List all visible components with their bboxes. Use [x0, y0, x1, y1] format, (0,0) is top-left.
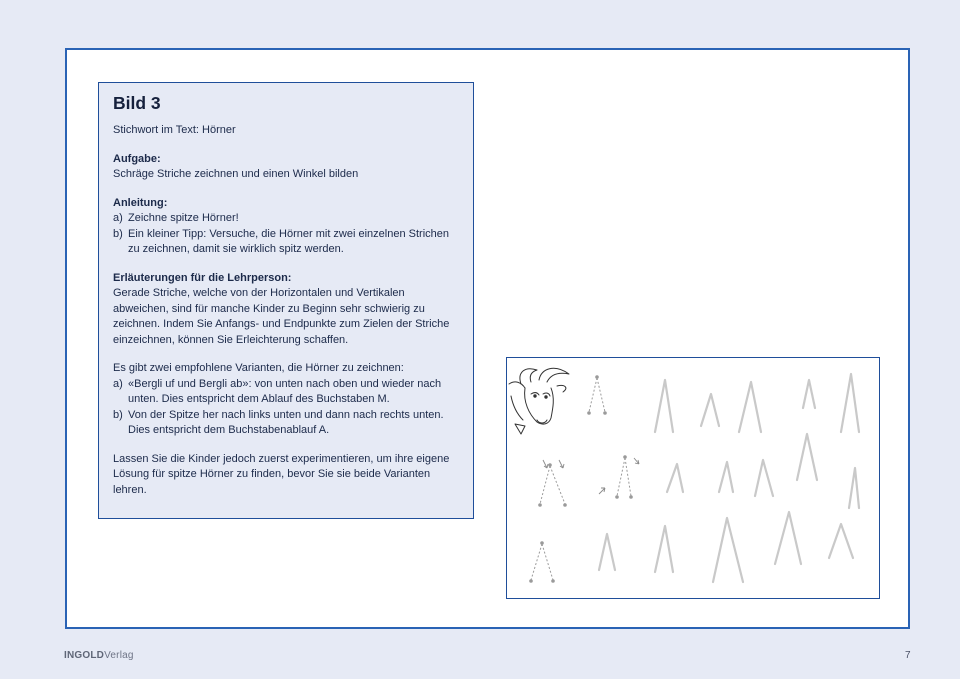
list-marker: b) [113, 227, 123, 240]
list-marker: a) [113, 212, 123, 224]
dotted-horn-guide-icon [529, 375, 633, 583]
list-text: Zeichne spitze Hörner! [128, 212, 239, 224]
direction-arrow-icon [543, 458, 639, 494]
box-title: Bild 3 [113, 93, 161, 113]
page-number: 7 [905, 650, 911, 661]
info-box [98, 82, 474, 519]
list-item [113, 227, 459, 258]
publisher-rest: Verlag [104, 650, 134, 661]
list-item [113, 408, 459, 439]
closing-paragraph: Lassen Sie die Kinder jedoch zuerst experimentieren, um ihre eigene Lösung für spitze Hörner zu finden, bevor Sie sie beide Varianten lehren. [113, 452, 450, 496]
list-text: Ein kleiner Tipp: Versuche, die Hörner mit zwei einzelnen Strichen zu zeichnen, damit sie wirklich spitz werden. [128, 227, 449, 255]
worksheet-page [65, 48, 910, 629]
keyword-line: Stichwort im Text: Hörner [113, 124, 236, 136]
list-marker: a) [113, 377, 123, 390]
teacher-heading: Erläuterungen für die Lehrperson: [113, 271, 292, 284]
task-text: Schräge Striche zeichnen und einen Winkel bilden [113, 168, 359, 180]
instructions-heading: Anleitung: [113, 196, 168, 209]
publisher-bold: INGOLD [64, 650, 105, 661]
list-item [113, 377, 459, 408]
list-item [113, 211, 459, 227]
variants-intro: Es gibt zwei empfohlene Varianten, die Hörner zu zeichnen: [113, 362, 404, 374]
list-marker: b) [113, 408, 123, 421]
publisher-logo [64, 650, 134, 661]
list-text: Von der Spitze her nach links unten und dann nach rechts unten. Dies entspricht dem Buchstabenablauf A. [128, 408, 444, 436]
goat-head-icon [509, 368, 569, 434]
practice-horns [599, 374, 859, 582]
exercise-image [506, 357, 880, 599]
task-heading: Aufgabe: [113, 152, 161, 165]
teacher-paragraph: Gerade Striche, welche von der Horizontalen und Vertikalen abweichen, sind für manche Kinder zu Beginn sehr schwierig zu zeichnen. Indem Sie Anfangs- und Endpunkte zum Zielen der Striche einzeichnen, können Sie Erleichterung schaffen. [113, 287, 450, 346]
exercise-drawing [507, 358, 879, 598]
list-text: «Bergli uf und Bergli ab»: von unten nach oben und wieder nach unten. Dies entspricht dem Ablauf des Buchstaben M. [128, 377, 442, 405]
